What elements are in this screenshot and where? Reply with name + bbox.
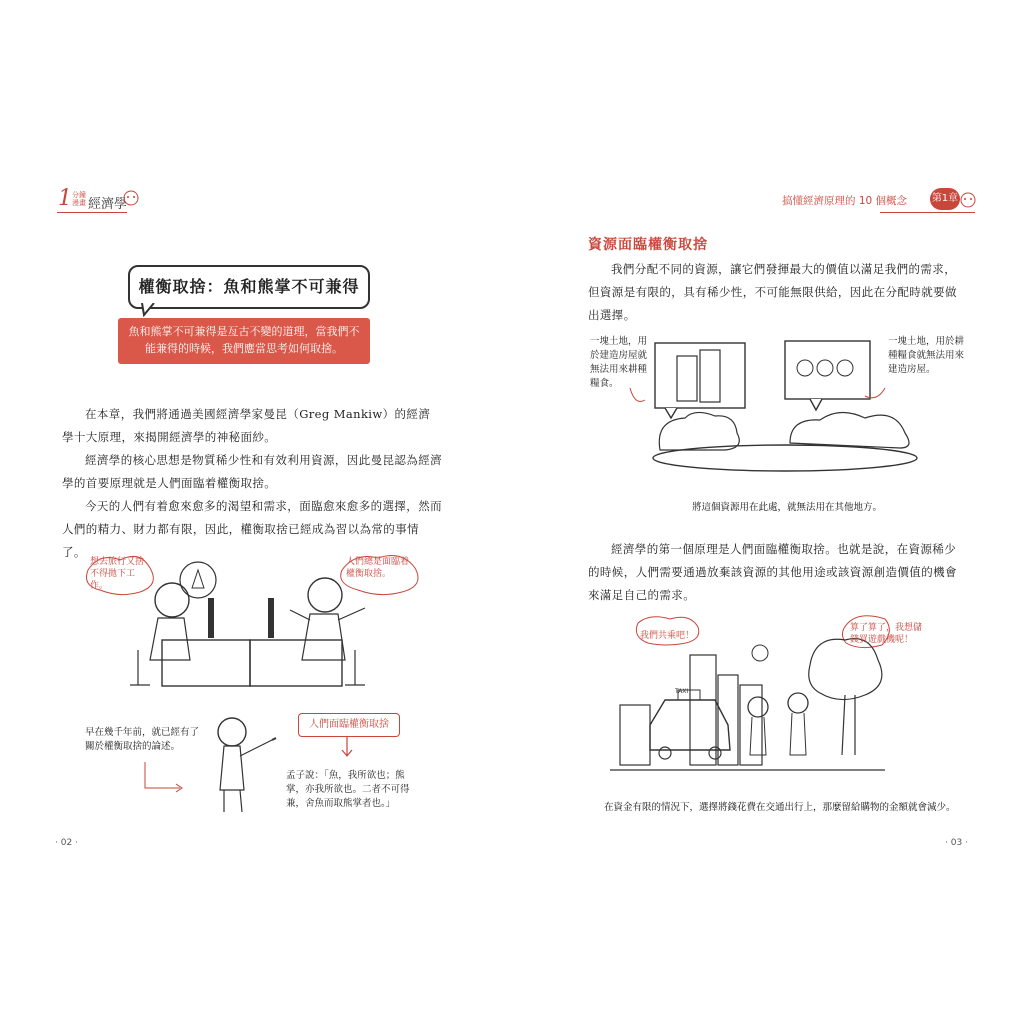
taxi-sign: TAXI [675,688,689,695]
mencius-quote: 孟子說：「魚，我所欲也；熊掌，亦我所欲也。二者不可得兼，舍魚而取熊掌者也。」 [286,770,410,809]
teacher-note: 早在幾千年前，就已經有了關於權衡取捨的論述。 [85,727,200,752]
paragraph: 經濟學的核心思想是物質稀少性和有效利用資源，因此曼昆認為經濟學的首要原理就是人們面臨着權衡取捨。 [62,453,442,490]
logo-number: 1 [58,186,72,211]
intro-box: 魚和熊掌不可兼得是亙古不變的道理，當我們不能兼得的時候，我們應當思考如何取捨。 [118,318,370,364]
page-number-right: · 03 · [945,838,968,848]
label-box: 人們面臨權衡取捨 [298,713,400,737]
right-paragraph-1 [588,258,966,327]
thought-bubble-right: 人們總是面臨着權衡取捨。 [346,557,410,579]
paragraph: 經濟學的第一個原理是人們面臨權衡取捨。也就是說，在資源稀少的時候，人們需要通過放棄該資源的其他用途或該資源創造價值的機會來滿足自己的需求。 [588,542,957,602]
title-bubble-tail [140,303,160,317]
bubble-walk: 算了算了，我想儲錢買遊戲機呢！ [850,623,923,645]
section-title: 資源面臨權衡取捨 [588,237,708,253]
caption-city: 在資金有限的情況下，選擇將錢花費在交通出行上，那麼留給購物的金額就會減少。 [604,802,956,813]
paragraph: 今天的人們有着愈來愈多的渴望和需求，面臨愈來愈多的選擇，然而人們的精力、財力都有限，因此，權衡取捨已經成為習以為常的事情了。 [62,499,442,559]
thought-bubble-left: 想去旅行又捨不得拋下工作。 [90,557,145,591]
logo-mascot-icon [120,188,142,210]
right-paragraph-2 [588,538,966,607]
header-rule-right [880,212,975,213]
caption-land: 將這個資源用在此處，就無法用在其他地方。 [692,502,883,513]
paragraph: 我們分配不同的資源，讓它們發揮最大的價值以滿足我們的需求，但資源是有限的，具有稀少性，不可能無限供給，因此在分配時就要做出選擇。 [588,262,957,322]
running-header: 搞懂經濟原理的 10 個概念 [782,195,908,207]
paragraph: 在本章，我們將通過美國經濟學家曼昆（Greg Mankiw）的經濟學十大原理，來揭開經濟學的神秘面紗。 [62,407,431,444]
chapter-badge: 第1章 [930,188,960,210]
bubble-taxi: 我們共乘吧！ [640,631,695,641]
chapter-title: 權衡取捨：魚和熊掌不可兼得 [128,265,370,309]
logo-small-text: 分鐘 漫畫 [72,191,86,207]
left-body-text [62,403,442,564]
logo-title: 經濟學 [88,197,128,212]
down-arrow-icon [340,737,354,759]
land-note-left: 一塊土地，用於建造房屋就無法用來耕種糧食。 [590,336,648,389]
page-number-left: · 02 · [55,838,78,848]
land-note-right: 一塊土地，用於耕種糧食就無法用來建造房屋。 [888,336,965,375]
header-rule-left [57,212,127,213]
chapter-mascot-icon [958,190,980,212]
